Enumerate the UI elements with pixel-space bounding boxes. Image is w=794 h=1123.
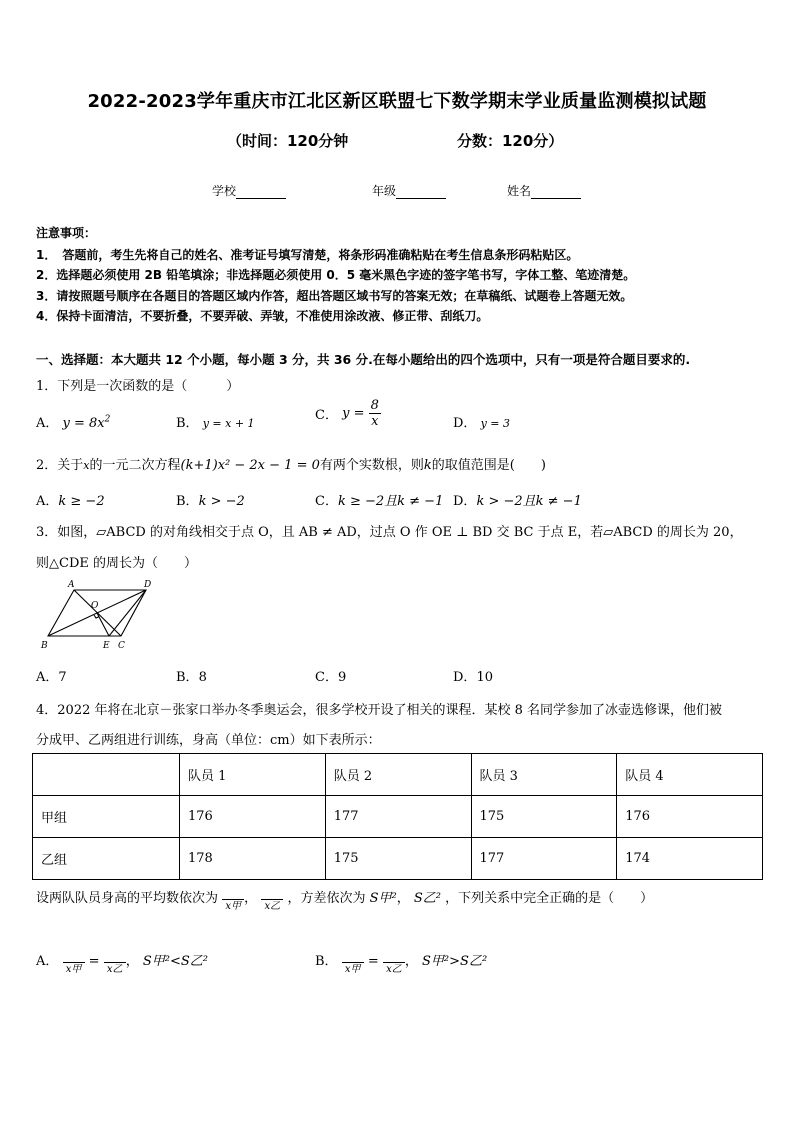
label-b: B bbox=[41, 641, 48, 651]
q4-option-a-label: A． bbox=[36, 954, 59, 969]
q1-option-a-text: y = 8x bbox=[62, 416, 105, 431]
q2-option-c-label: C． bbox=[315, 494, 338, 509]
q3-option-c-text: 9 bbox=[337, 670, 347, 685]
school-field bbox=[212, 182, 286, 199]
label-a: A bbox=[68, 580, 75, 590]
variance-yi: S乙² bbox=[413, 891, 441, 906]
table-row bbox=[33, 796, 763, 838]
table-cell: 177 bbox=[325, 796, 471, 838]
q2-equation: (k+1)x² − 2x − 1 = 0 bbox=[180, 458, 320, 473]
name-label: 姓名 bbox=[507, 184, 532, 198]
q3-option-d-label: D． bbox=[453, 670, 477, 685]
q4-follow-post: ，下列关系中完全正确的是（ ） bbox=[445, 891, 654, 906]
q2-option-c-text: k ≥ −2且k ≠ −1 bbox=[337, 494, 444, 509]
question-4-stem-line1: 4．2022 年将在北京－张家口举办冬季奥运会，很多学校开设了相关的课程．某校 8 名同学参加了冰壶选修课，他们被 bbox=[36, 703, 723, 718]
table-cell: 176 bbox=[617, 796, 763, 838]
q3-option-b-label: B． bbox=[176, 670, 199, 685]
q1-option-b-label: B． bbox=[176, 416, 199, 431]
question-2-stem bbox=[36, 454, 546, 473]
q2-option-a-text: k ≥ −2 bbox=[58, 494, 105, 509]
table-cell: 175 bbox=[471, 796, 617, 838]
q1-option-c-lhs: y = bbox=[342, 406, 365, 421]
q1-option-a: A． $y = 8x^2$ bbox=[36, 414, 111, 431]
table-cell: 乙组 bbox=[33, 838, 180, 880]
q3-option-d-text: 10 bbox=[476, 670, 493, 685]
q4-follow-mid: ，方差依次为 bbox=[287, 891, 366, 906]
school-blank bbox=[236, 186, 286, 199]
q3-option-a-text: 7 bbox=[58, 670, 67, 685]
notice-item: 3．请按照题号顺序在各题目的答题区域内作答，超出答题区域书写的答案无效；在草稿纸、试题卷上答题无效。 bbox=[36, 289, 633, 303]
q2-pre: 2．关于 bbox=[36, 458, 84, 473]
notice-item: 1． 答题前，考生先将自己的姓名、准考证号填写清楚，将条形码准确粘贴在考生信息条形码粘贴区。 bbox=[36, 248, 579, 262]
table-header-row bbox=[33, 754, 763, 796]
notice-item: 4．保持卡面清洁，不要折叠，不要弄破、弄皱，不准使用涂改液、修正带、刮纸刀。 bbox=[36, 309, 489, 323]
q1-option-c-label: C． bbox=[315, 408, 338, 423]
label-o: O bbox=[91, 601, 99, 611]
mean-yi-label: x乙 bbox=[264, 901, 281, 912]
notice-item: 2．选择题必须使用 2B 铅笔填涂；非选择题必须使用 0．5 毫米黑色字迹的签字笔书写，字体工整、笔迹清楚。 bbox=[36, 268, 636, 282]
fraction-numerator: 8 bbox=[370, 398, 379, 413]
q4-option-b-label: B． bbox=[315, 954, 338, 969]
page-title: 2022-2023学年重庆市江北区新区联盟七下数学期末学业质量监测模拟试题 bbox=[87, 91, 707, 112]
mean-jia-label: x甲 bbox=[225, 901, 241, 912]
q2-option-d-text: k > −2且k ≠ −1 bbox=[476, 494, 582, 509]
q1-option-d-label: D． bbox=[453, 416, 477, 431]
q2-post: 有两个实数根，则 bbox=[319, 458, 424, 473]
table-cell: 174 bbox=[617, 838, 763, 880]
q3-option-b-text: 8 bbox=[198, 670, 207, 685]
question-3-stem-line2: 则△CDE 的周长为（ ） bbox=[36, 556, 197, 571]
q2-option-b-label: B． bbox=[176, 494, 199, 509]
table-header-cell: 队员 4 bbox=[617, 754, 763, 796]
mean-jia bbox=[222, 887, 244, 912]
q4-option-a-relation: = bbox=[88, 954, 100, 969]
table-header-cell: 队员 3 bbox=[471, 754, 617, 796]
q1-option-d bbox=[453, 412, 510, 431]
mean-yi bbox=[383, 950, 405, 975]
grade-blank bbox=[396, 186, 446, 199]
mean-yi bbox=[261, 887, 283, 912]
q4-follow-pre: 设两队队员身高的平均数依次为 bbox=[36, 891, 219, 906]
q1-option-b-text: y = x + 1 bbox=[202, 417, 255, 430]
grade-label: 年级 bbox=[372, 184, 397, 198]
table-cell: 177 bbox=[471, 838, 617, 880]
question-3-stem-line1: 3．如图，▱ABCD 的对角线相交于点 O，且 AB ≠ AD，过点 O 作 OE ⊥ BD 交 BC 于点 E，若▱ABCD 的周长为 20， bbox=[36, 525, 743, 540]
q2-option-a bbox=[36, 490, 105, 509]
q2-option-b-text: k > −2 bbox=[198, 494, 245, 509]
mean-yi-label: x乙 bbox=[386, 964, 402, 975]
table-header-cell bbox=[33, 754, 180, 796]
variance-jia: S甲² bbox=[369, 891, 397, 906]
question-4-follow: 设两队队员身高的平均数依次为 x甲 ， x乙 ，方差依次为 S甲²， S乙² ，下列关系中完全正确的是（ ） bbox=[36, 887, 653, 912]
q2-var-x: x bbox=[83, 459, 90, 472]
mean-yi-label: x乙 bbox=[106, 964, 123, 975]
q4-option-b-relation: = bbox=[367, 954, 379, 969]
label-d: D bbox=[144, 580, 152, 590]
q3-option-b bbox=[176, 666, 207, 685]
q4-option-b-variance: S甲²>S乙² bbox=[422, 954, 488, 969]
table-header-cell: 队员 2 bbox=[325, 754, 471, 796]
q2-option-a-label: A． bbox=[36, 494, 59, 509]
segment-de bbox=[109, 590, 146, 636]
table-cell: 甲组 bbox=[33, 796, 180, 838]
q4-option-a-variance: S甲²<S乙² bbox=[142, 954, 208, 969]
q2-mid: 的一元二次方程 bbox=[89, 458, 181, 473]
mean-jia bbox=[63, 950, 85, 975]
q1-option-d-text: y = 3 bbox=[480, 417, 511, 430]
q2-option-c bbox=[315, 490, 443, 509]
label-c: C bbox=[118, 641, 125, 651]
mean-yi bbox=[104, 950, 126, 975]
table-header-cell: 队员 1 bbox=[180, 754, 326, 796]
q1-option-c-fraction bbox=[369, 398, 381, 429]
label-e: E bbox=[103, 641, 110, 651]
name-blank bbox=[531, 186, 581, 199]
q4-option-b: B． x甲 = x乙 ， S甲²>S乙² bbox=[315, 950, 487, 975]
height-table bbox=[32, 753, 763, 880]
notice-title: 注意事项： bbox=[36, 226, 97, 240]
table-row bbox=[33, 838, 763, 880]
q3-option-d bbox=[453, 666, 493, 685]
parallelogram-figure bbox=[36, 578, 156, 654]
exam-time: （时间：120分钟 bbox=[227, 132, 349, 150]
q2-option-b bbox=[176, 490, 245, 509]
section-heading: 一、选择题：本大题共 12 个小题，每小题 3 分，共 36 分.在每小题给出的四个选项中，只有一项是符合题目要求的. bbox=[36, 352, 691, 367]
q1-option-a-label: A． bbox=[36, 416, 59, 431]
exam-score: 分数：120分） bbox=[457, 132, 564, 150]
q2-var-k: k bbox=[423, 458, 432, 473]
grade-field bbox=[372, 182, 446, 199]
table-cell: 176 bbox=[180, 796, 326, 838]
q2-end: 的取值范围是( ) bbox=[431, 458, 546, 473]
q3-option-a-label: A． bbox=[36, 670, 59, 685]
q2-option-d-label: D． bbox=[453, 494, 477, 509]
school-label: 学校 bbox=[212, 184, 237, 198]
question-4-stem-line2: 分成甲、乙两组进行训练，身高（单位：cm）如下表所示： bbox=[36, 733, 381, 748]
table-cell: 175 bbox=[325, 838, 471, 880]
q3-option-c bbox=[315, 666, 346, 685]
q2-option-d bbox=[453, 490, 582, 509]
q1-option-c bbox=[315, 398, 381, 429]
table-cell: 178 bbox=[180, 838, 326, 880]
question-1-stem: 1．下列是一次函数的是（ ） bbox=[36, 379, 240, 394]
q4-option-a: A． x甲 = x乙 ， S甲²<S乙² bbox=[36, 950, 208, 975]
q1-option-b bbox=[176, 412, 255, 431]
name-field bbox=[507, 182, 581, 199]
mean-jia-label: x甲 bbox=[344, 964, 361, 975]
q3-option-c-label: C． bbox=[315, 670, 338, 685]
fraction-denominator: x bbox=[371, 414, 379, 429]
mean-jia bbox=[342, 950, 364, 975]
mean-jia-label: x甲 bbox=[65, 964, 82, 975]
q3-option-a bbox=[36, 666, 67, 685]
